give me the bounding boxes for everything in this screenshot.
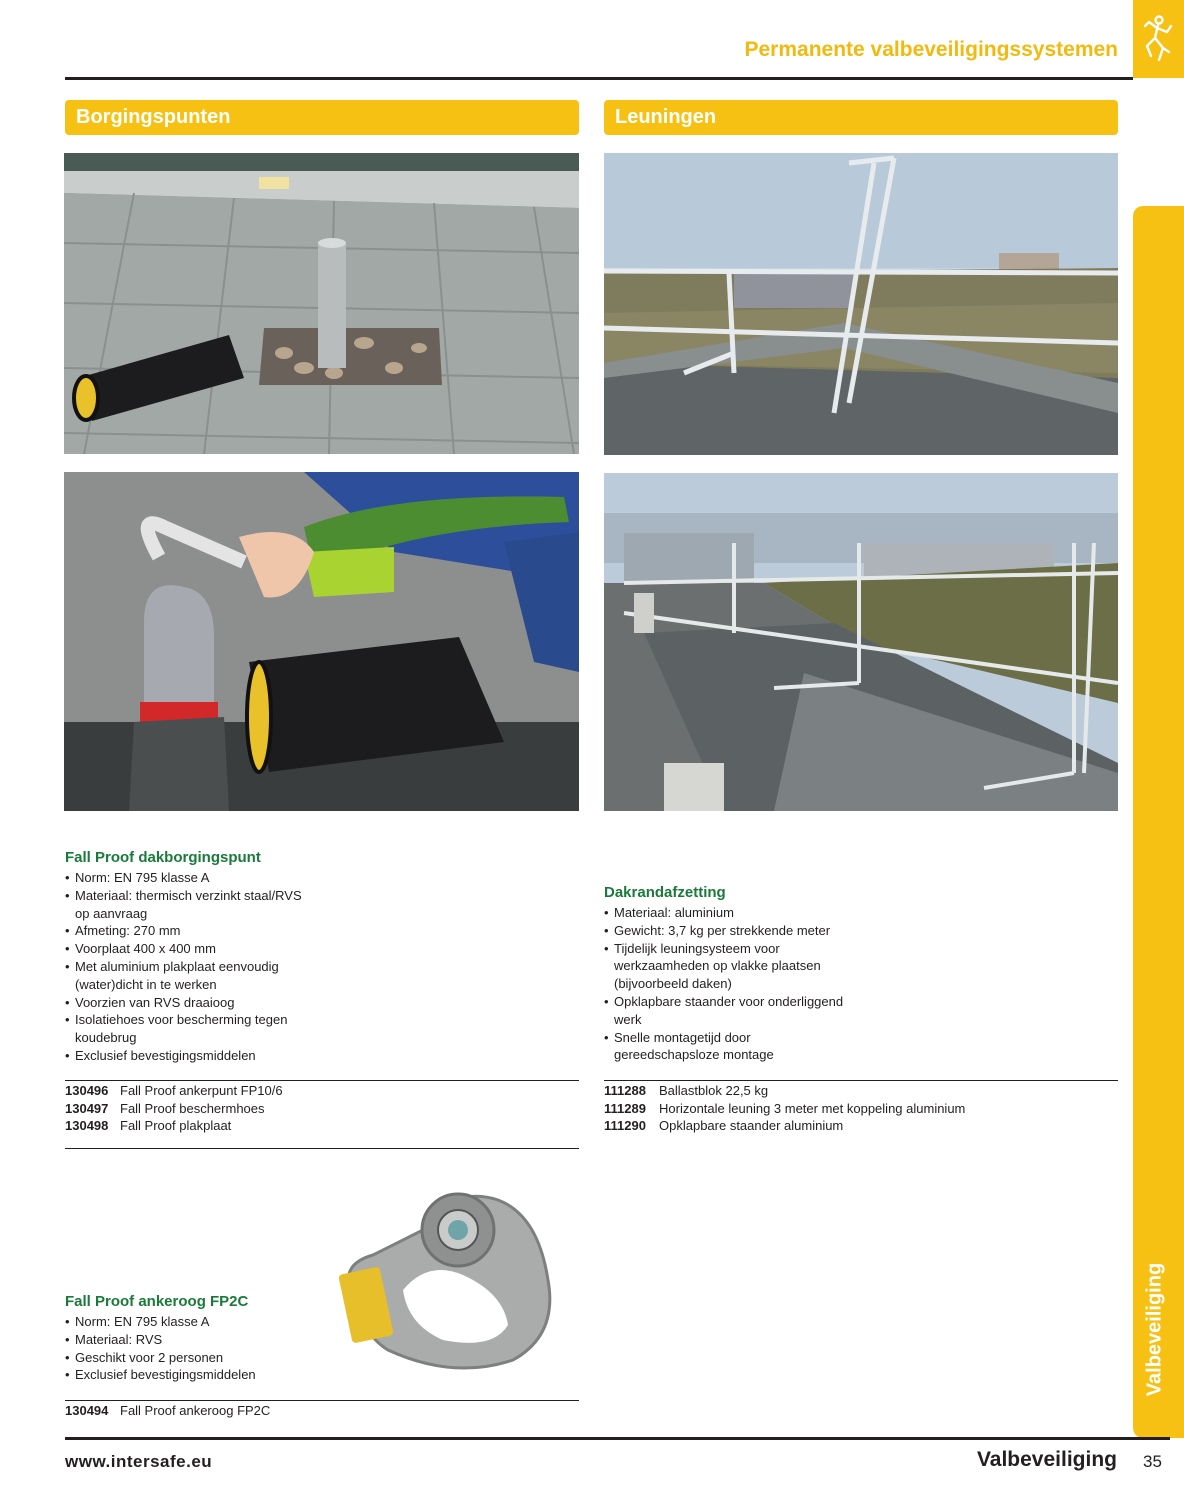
spec-item: • Materiaal: thermisch verzinkt staal/RVS op aanvraag bbox=[65, 887, 315, 923]
spec-item: • Materiaal: RVS bbox=[65, 1331, 315, 1349]
footer-category: Valbeveiliging bbox=[976, 1448, 1117, 1471]
article-list-dakborgingspunt bbox=[65, 1082, 283, 1135]
article-row bbox=[604, 1100, 965, 1118]
article-row bbox=[65, 1082, 283, 1100]
article-desc: Fall Proof plakplaat bbox=[120, 1118, 232, 1134]
spec-item: • Geschikt voor 2 personen bbox=[65, 1349, 315, 1367]
product-title-ankeroog: Fall Proof ankeroog FP2C bbox=[65, 1293, 249, 1310]
article-desc: Ballastblok 22,5 kg bbox=[659, 1083, 769, 1098]
product-title-dakborgingspunt: Fall Proof dakborgingspunt bbox=[65, 849, 261, 866]
article-row bbox=[65, 1117, 283, 1135]
spec-item: • Opklapbare staander voor onderliggend werk bbox=[604, 993, 854, 1029]
article-code: 111288 bbox=[604, 1083, 646, 1098]
photo-roof-anchor bbox=[64, 153, 579, 454]
photo-railing-perspective bbox=[604, 473, 1118, 811]
spec-item: • Norm: EN 795 klasse A bbox=[65, 1313, 315, 1331]
spec-item: • Exclusief bevestigingsmiddelen bbox=[65, 1047, 315, 1065]
page-number: 35 bbox=[1143, 1452, 1162, 1471]
spec-item: • Snelle montagetijd door gereedschapsloze montage bbox=[604, 1029, 854, 1065]
header-rule bbox=[65, 77, 1133, 80]
spec-item: • Isolatiehoes voor bescherming tegen koudebrug bbox=[65, 1011, 315, 1047]
article-code: 130497 bbox=[65, 1100, 109, 1116]
chapter-side-tab bbox=[1133, 206, 1184, 1438]
article-rule-top bbox=[65, 1080, 579, 1081]
spec-item: • Tijdelijk leuningsysteem voor werkzaamheden op vlakke plaatsen (bijvoorbeeld daken) bbox=[604, 940, 854, 993]
article-row bbox=[604, 1117, 965, 1135]
section-header-leuningen: Leuningen bbox=[604, 100, 1118, 135]
article-row bbox=[604, 1082, 965, 1100]
article-row bbox=[65, 1402, 270, 1420]
article-code: 130494 bbox=[65, 1403, 109, 1418]
corner-badge bbox=[1133, 0, 1184, 78]
footer-url[interactable]: www.intersafe.eu bbox=[65, 1452, 213, 1471]
article-desc: Opklapbare staander aluminium bbox=[659, 1118, 844, 1134]
article-desc: Fall Proof ankeroog FP2C bbox=[120, 1403, 271, 1418]
side-tab-label: Valbeveiliging bbox=[1143, 1262, 1166, 1397]
article-desc: Horizontale leuning 3 meter met koppeling aluminium bbox=[659, 1100, 966, 1116]
article-rule-bottom bbox=[65, 1148, 579, 1149]
article-row bbox=[65, 1100, 283, 1118]
spec-list-dakrandafzetting bbox=[604, 904, 854, 1064]
article-rule-top bbox=[65, 1400, 579, 1401]
photo-anchor-eye bbox=[333, 1175, 568, 1385]
article-list-ankeroog bbox=[65, 1402, 270, 1420]
article-list-dakrandafzetting bbox=[604, 1082, 965, 1135]
spec-item: • Gewicht: 3,7 kg per strekkende meter bbox=[604, 922, 854, 940]
article-code: 111289 bbox=[604, 1100, 646, 1116]
spec-list-dakborgingspunt bbox=[65, 869, 315, 1065]
spec-item: • Afmeting: 270 mm bbox=[65, 922, 315, 940]
spec-item: • Voorplaat 400 x 400 mm bbox=[65, 940, 315, 958]
article-rule-top bbox=[604, 1080, 1118, 1081]
spec-item: • Materiaal: aluminium bbox=[604, 904, 854, 922]
article-code: 111290 bbox=[604, 1118, 646, 1134]
section-header-borgingspunten: Borgingspunten bbox=[65, 100, 579, 135]
photo-railing-top bbox=[604, 153, 1118, 455]
spec-item: • Exclusief bevestigingsmiddelen bbox=[65, 1366, 315, 1384]
climber-icon bbox=[1139, 12, 1177, 66]
article-desc: Fall Proof beschermhoes bbox=[120, 1100, 265, 1116]
page-header-title: Permanente valbeveiligingssystemen bbox=[744, 38, 1118, 61]
footer-rule bbox=[65, 1437, 1170, 1440]
side-tab-label-box bbox=[1135, 1248, 1175, 1428]
article-desc: Fall Proof ankerpunt FP10/6 bbox=[120, 1083, 283, 1098]
spec-item: • Norm: EN 795 klasse A bbox=[65, 869, 315, 887]
spec-list-ankeroog bbox=[65, 1313, 315, 1384]
photo-carabiner-anchor bbox=[64, 472, 579, 811]
spec-item: • Voorzien van RVS draaioog bbox=[65, 994, 315, 1012]
article-code: 130496 bbox=[65, 1083, 109, 1098]
product-title-dakrandafzetting: Dakrandafzetting bbox=[604, 884, 726, 901]
article-code: 130498 bbox=[65, 1118, 109, 1134]
spec-item: • Met aluminium plakplaat eenvoudig (water)dicht in te werken bbox=[65, 958, 315, 994]
